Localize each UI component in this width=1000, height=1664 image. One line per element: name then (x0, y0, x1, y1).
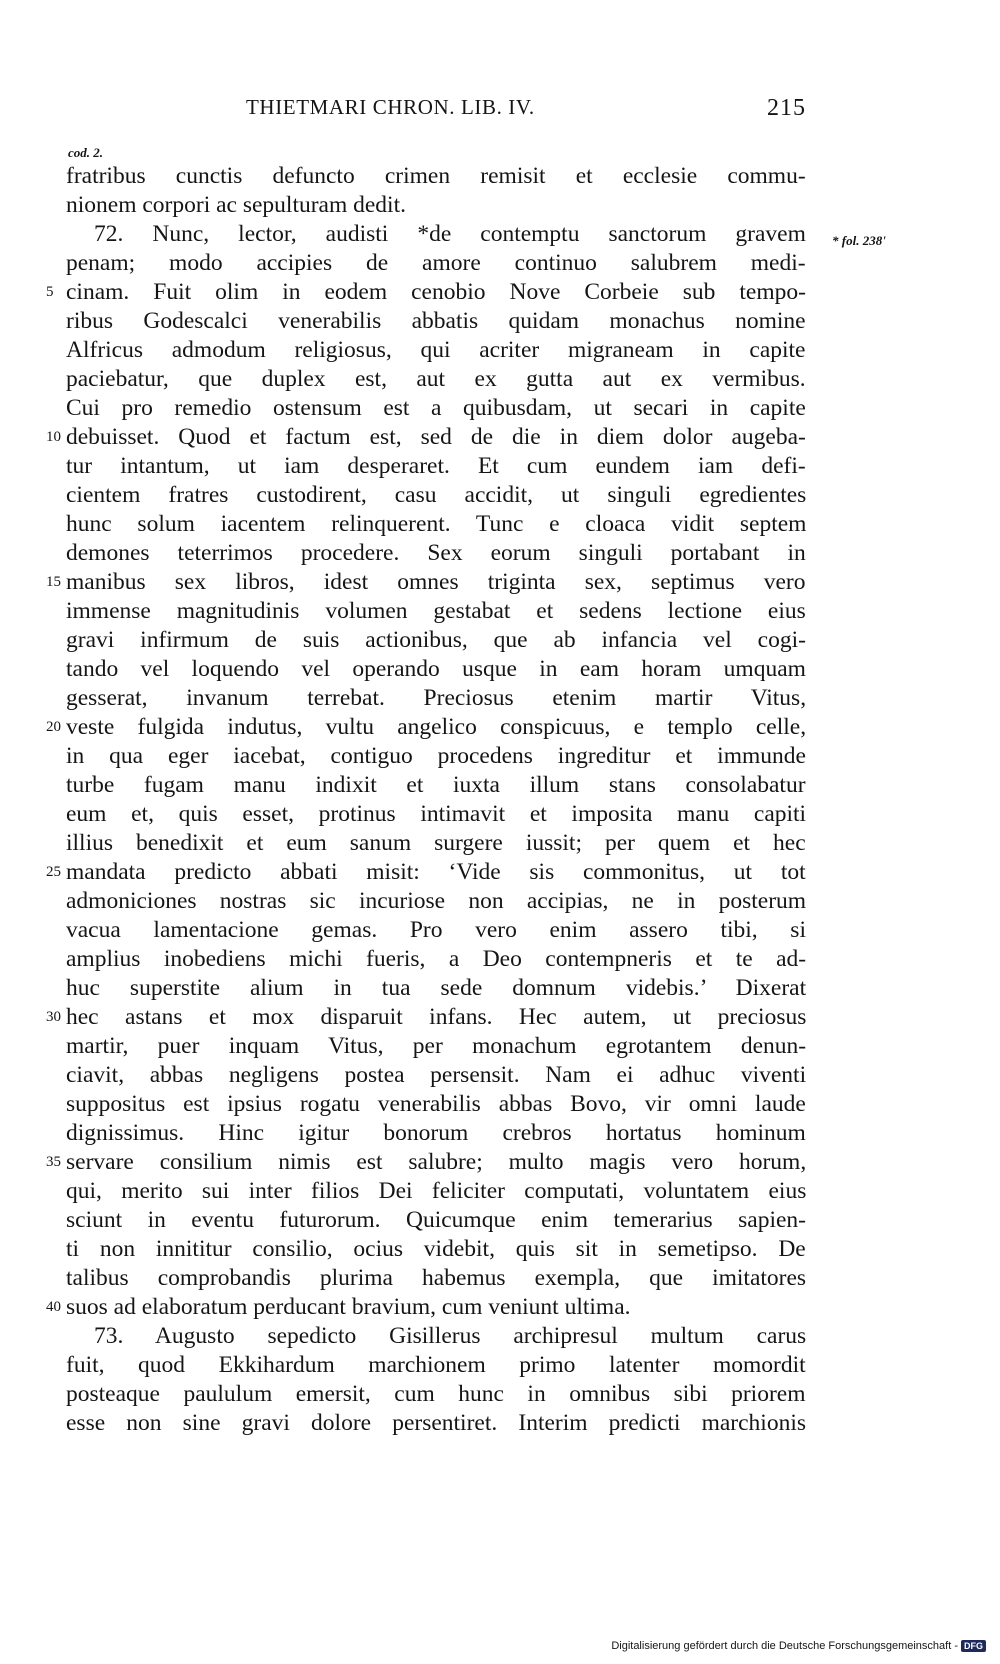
text-line (66, 249, 806, 278)
line-number: 20 (46, 719, 61, 735)
text-line (46, 423, 806, 452)
text-line (66, 742, 806, 771)
page-number: 215 (767, 95, 806, 121)
line-text: posteaque paululum emersit, cum hunc in omnibus sibi priorem (66, 1381, 806, 1407)
text-line (66, 945, 806, 974)
line-text: immense magnitudinis volumen gestabat et sedens lectione eius (66, 598, 806, 624)
text-line (66, 800, 806, 829)
text-line (66, 510, 806, 539)
line-text: nionem corpori ac sepulturam dedit. (66, 192, 406, 218)
text-line (66, 394, 806, 423)
line-text: tando vel loquendo vel operando usque in eam horam umquam (66, 656, 806, 682)
text-line (66, 1206, 806, 1235)
text-line (66, 626, 806, 655)
body-text (46, 162, 807, 1438)
text-line (66, 1322, 806, 1351)
text-line (66, 684, 806, 713)
line-text: eum et, quis esset, protinus intimavit et imposita manu capiti (66, 801, 807, 827)
text-line (66, 452, 806, 481)
line-text: talibus comprobandis plurima habemus exempla, que imitatores (66, 1265, 807, 1291)
text-line (66, 365, 806, 394)
line-text: penam; modo accipies de amore continuo salubrem medi- (66, 250, 806, 276)
text-line (46, 1003, 807, 1032)
text-line (66, 597, 806, 626)
line-text: cinam. Fuit olim in eodem cenobio Nove Corbeie sub tempo- (66, 279, 806, 305)
page-footer (611, 1640, 986, 1652)
line-text: admoniciones nostras sic incuriose non accipias, ne in posterum (66, 888, 807, 914)
line-text: vacua lamentacione gemas. Pro vero enim assero tibi, si (66, 917, 806, 943)
line-text: in qua eger iacebat, contiguo procedens ingreditur et immunde (66, 743, 806, 769)
line-number: 25 (46, 864, 61, 880)
text-line (66, 1061, 806, 1090)
text-line (66, 1090, 806, 1119)
text-line (66, 162, 806, 191)
funding-note: Digitalisierung gefördert durch die Deutsche Forschungsgemeinschaft - (611, 1640, 958, 1652)
line-text: suppositus est ipsius rogatu venerabilis abbas Bovo, vir omni laude (66, 1091, 806, 1117)
line-text: demones teterrimos procedere. Sex eorum singuli portabant in (66, 540, 806, 566)
text-line (46, 858, 806, 887)
text-line (66, 1032, 806, 1061)
line-text: tur intantum, ut iam desperaret. Et cum eundem iam defi- (66, 453, 806, 479)
line-text: veste fulgida indutus, vultu angelico conspicuus, e templo celle, (66, 714, 807, 740)
text-line (66, 771, 806, 800)
text-line (66, 220, 806, 249)
text-line (46, 1148, 807, 1177)
running-title: THIETMARI CHRON. LIB. IV. (246, 95, 535, 119)
line-number: 5 (46, 284, 54, 300)
line-text: ti non innititur consilio, ocius videbit, quis sit in semetipso. De (66, 1236, 806, 1262)
line-text: manibus sex libros, idest omnes triginta sex, septimus vero (66, 569, 806, 595)
line-text: paciebatur, que duplex est, aut ex gutta aut ex vermibus. (66, 366, 806, 392)
line-number: 30 (46, 1009, 61, 1025)
line-text: huc superstite alium in tua sede domnum videbis.’ Dixerat (66, 975, 807, 1001)
line-text: esse non sine gravi dolore persentiret. Interim predicti marchionis (66, 1410, 806, 1436)
line-text: fuit, quod Ekkihardum marchionem primo latenter momordit (66, 1352, 806, 1378)
text-line (46, 278, 806, 307)
line-text: amplius inobediens michi fueris, a Deo contempneris et te ad- (66, 946, 807, 972)
text-line (66, 1351, 806, 1380)
text-line (66, 1235, 806, 1264)
line-text: ciavit, abbas negligens postea persensit. Nam ei adhuc viventi (66, 1062, 807, 1088)
text-line (66, 829, 806, 858)
text-line (66, 1380, 806, 1409)
line-text: debuisset. Quod et factum est, sed de die in diem dolor augeba- (66, 424, 806, 450)
dfg-logo: DFG (961, 1640, 986, 1652)
folio-margin-note: * fol. 238' (832, 233, 886, 248)
line-text: Cui pro remedio ostensum est a quibusdam, ut secari in capite (66, 395, 806, 421)
text-line (66, 1409, 806, 1438)
text-line (66, 539, 806, 568)
text-line (46, 713, 807, 742)
line-text: servare consilium nimis est salubre; multo magis vero horum, (66, 1149, 807, 1175)
text-line (66, 191, 806, 220)
line-number: 40 (46, 1299, 61, 1315)
text-line (66, 974, 806, 1003)
line-text: suos ad elaboratum perducant bravium, cum veniunt ultima. (66, 1294, 631, 1320)
text-line (66, 1264, 806, 1293)
line-text: qui, merito sui inter filios Dei feliciter computati, voluntatem eius (66, 1178, 807, 1204)
line-text: fratribus cunctis defuncto crimen remisit et ecclesie commu- (66, 163, 806, 189)
line-text: ribus Godescalci venerabilis abbatis quidam monachus nomine (66, 308, 806, 334)
line-text: dignissimus. Hinc igitur bonorum crebros hortatus hominum (66, 1120, 806, 1146)
line-text: hec astans et mox disparuit infans. Hec autem, ut preciosus (66, 1004, 807, 1030)
line-text: hunc solum iacentem relinquerent. Tunc e cloaca vidit septem (66, 511, 807, 537)
line-text: cientem fratres custodirent, casu accidit, ut singuli egredientes (66, 482, 807, 508)
text-line (66, 481, 806, 510)
text-line (66, 887, 806, 916)
line-text: martir, puer inquam Vitus, per monachum egrotantem denun- (66, 1033, 807, 1059)
line-text: 72. Nunc, lector, audisti *de contemptu sanctorum gravem (94, 221, 806, 247)
text-line (66, 1177, 806, 1206)
codex-note: cod. 2. (68, 145, 104, 160)
line-number: 35 (46, 1154, 61, 1170)
text-line (66, 1119, 806, 1148)
line-text: Alfricus admodum religiosus, qui acriter migraneam in capite (66, 337, 806, 363)
text-line (66, 336, 806, 365)
line-text: gesserat, invanum terrebat. Preciosus etenim martir Vitus, (66, 685, 807, 711)
line-text: gravi infirmum de suis actionibus, que ab infancia vel cogi- (66, 627, 806, 653)
text-line (66, 655, 806, 684)
line-text: illius benedixit et eum sanum surgere iussit; per quem et hec (66, 830, 806, 856)
line-text: turbe fugam manu indixit et iuxta illum stans consolabatur (66, 772, 806, 798)
text-line (66, 307, 806, 336)
line-text: sciunt in eventu futurorum. Quicumque enim temerarius sapien- (66, 1207, 807, 1233)
line-number: 10 (46, 429, 61, 445)
text-line (46, 568, 806, 597)
line-text: mandata predicto abbati misit: ‘Vide sis commonitus, ut tot (66, 859, 806, 885)
line-text: 73. Augusto sepedicto Gisillerus archipresul multum carus (94, 1323, 807, 1349)
text-line (66, 916, 806, 945)
line-number: 15 (46, 574, 61, 590)
page-header (66, 95, 806, 125)
text-line (46, 1293, 806, 1322)
